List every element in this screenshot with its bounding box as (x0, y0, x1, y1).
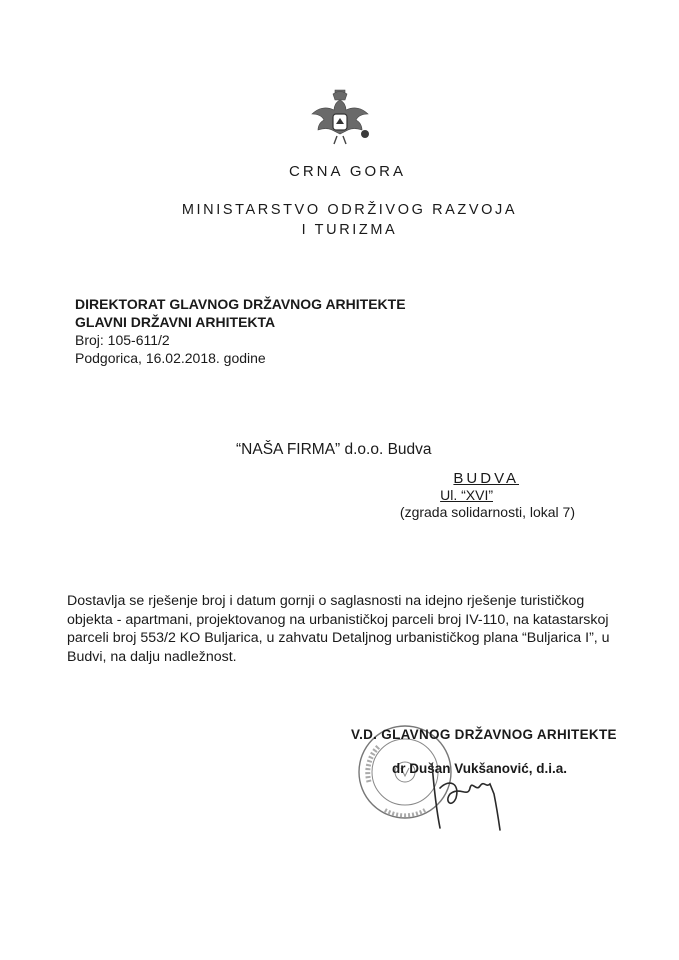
directorate-name: DIREKTORAT GLAVNOG DRŽAVNOG ARHITEKTE (75, 296, 406, 312)
ministry-name (0, 200, 679, 240)
country-name: CRNA GORA (288, 163, 406, 180)
recipient-street: Ul. “XVI” (440, 487, 493, 503)
document-header (75, 295, 406, 367)
ministry-line-2: I TURIZMA (301, 222, 398, 238)
signatory-name: dr Dušan Vukšanović, d.i.a. (392, 761, 568, 776)
ministry-line-1: MINISTARSTVO ODRŽIVOG RAZVOJA (181, 202, 518, 218)
recipient-city: BUDVA (453, 470, 519, 487)
recipient-address (0, 470, 575, 521)
coat-of-arms-emblem (307, 84, 373, 150)
place-date: Podgorica, 16.02.2018. godine (75, 350, 266, 366)
recipient-building: (zgrada solidarnosti, lokal 7) (399, 504, 575, 520)
document-number: Broj: 105-611/2 (75, 332, 170, 348)
body-paragraph: Dostavlja se rješenje broj i datum gornji o saglasnosti na idejno rješenje turističkog objekta - apartmani, projektovanog na urbanističkoj parceli broj IV-110, na katastarskoj parceli broj 553/2 KO Buljarica, u zahvatu Detaljnog urbanističkog plana “Buljarica I”, u Budvi, na dalju nadležnost. (67, 593, 610, 665)
recipient-name: “NAŠA FIRMA” d.o.o. Budva (236, 441, 432, 458)
chief-architect-title: GLAVNI DRŽAVNI ARHITEKTA (75, 314, 276, 330)
signatory-title: V.D. GLAVNOG DRŽAVNOG ARHITEKTE (351, 727, 617, 742)
handwritten-signature (420, 758, 520, 838)
